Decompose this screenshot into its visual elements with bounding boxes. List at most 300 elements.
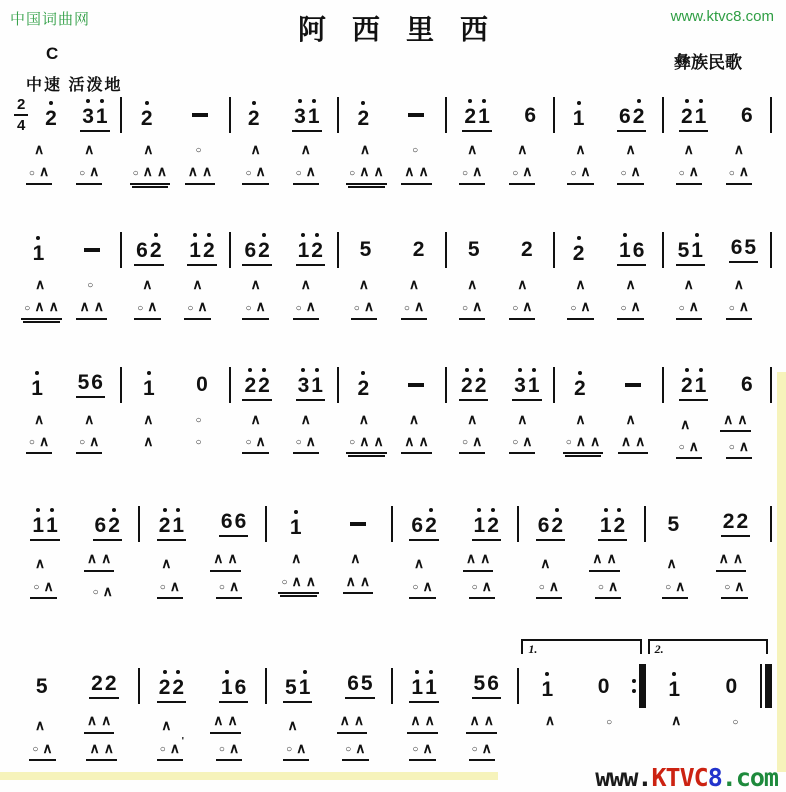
accent-caret-mark: ∧ <box>688 163 699 180</box>
blow-circle-mark: ○ <box>28 437 35 449</box>
note-group <box>358 239 374 260</box>
note-digit: 2 <box>680 374 693 398</box>
accent-group <box>509 164 535 184</box>
tempo-marking: 中速 活泼地 <box>26 77 123 94</box>
accent-group <box>409 741 435 761</box>
accent-group <box>285 718 301 733</box>
note-group <box>572 371 588 399</box>
accent-group <box>729 718 741 729</box>
blow-circle-mark: ○ <box>79 167 86 179</box>
accent-caret-mark: ∧ <box>522 163 533 180</box>
note-digit: 6 <box>487 672 499 696</box>
accent-group <box>76 299 107 319</box>
blow-circle-mark: ○ <box>412 582 419 594</box>
accent-group <box>509 434 535 454</box>
accent-caret-mark: ∧ <box>358 275 370 292</box>
accent-caret-mark: ∧ <box>683 141 694 157</box>
note-digit: 6 <box>740 373 753 397</box>
note-group <box>219 670 248 703</box>
note-group <box>739 374 755 395</box>
blow-circle-mark: ○ <box>245 302 252 314</box>
blow-circle-mark: ○ <box>33 582 40 594</box>
half-note-dash <box>408 113 424 117</box>
accent-group <box>298 277 314 292</box>
accent-group <box>32 718 48 733</box>
score-measure <box>140 667 266 761</box>
accent-caret-mark: ∧ <box>197 298 208 315</box>
accent-group <box>346 164 387 184</box>
accent-group <box>466 713 497 733</box>
accent-group <box>603 718 615 729</box>
note-group <box>134 233 163 266</box>
accent-caret-mark: ∧ <box>359 163 370 180</box>
accent-caret-mark: ∧ <box>688 298 699 315</box>
note-digit: 1 <box>473 513 486 537</box>
accent-row-lower <box>664 164 772 184</box>
notes-row <box>339 231 447 269</box>
accent-row-lower <box>519 579 645 599</box>
note-digit: 5 <box>359 238 372 262</box>
accent-group <box>595 579 621 599</box>
note-digit: 6 <box>91 370 103 394</box>
accent-caret-mark: ∧ <box>250 410 261 427</box>
accent-caret-mark: ∧ <box>213 712 224 729</box>
note-digit: 1 <box>668 678 681 702</box>
accent-row-upper <box>339 142 447 157</box>
accent-group <box>356 277 372 292</box>
accent-caret-mark: ∧ <box>575 275 586 292</box>
note-digit: 6 <box>537 513 550 537</box>
accent-caret-mark: ∧ <box>156 163 168 180</box>
measure-notes <box>555 371 661 399</box>
accent-caret-mark: ∧ <box>300 410 311 427</box>
blow-circle-mark: ○ <box>538 582 545 594</box>
accent-group <box>185 164 216 184</box>
score-measure <box>393 505 519 599</box>
note-group <box>288 510 304 538</box>
note-group <box>409 508 438 541</box>
note-digit: 1 <box>527 374 540 398</box>
accent-group <box>542 713 558 728</box>
note-group <box>679 368 708 401</box>
barline <box>770 232 772 268</box>
note-group <box>157 508 186 541</box>
blow-circle-mark: ○ <box>678 442 685 454</box>
accent-group <box>210 713 241 733</box>
half-note-dash <box>84 248 100 252</box>
notes-row <box>14 366 122 404</box>
measure-notes <box>447 368 553 401</box>
measure-notes <box>646 672 760 700</box>
accent-group <box>347 551 363 566</box>
score-measure <box>664 366 772 460</box>
note-group <box>80 99 109 132</box>
notes-row <box>231 96 339 134</box>
accent-caret-mark: ∧ <box>48 298 59 315</box>
accent-group <box>343 574 374 594</box>
note-digit: 1 <box>172 513 185 537</box>
note-digit: 2 <box>149 239 162 263</box>
note-digit: 1 <box>31 376 43 400</box>
accent-group <box>514 412 530 427</box>
accent-caret-mark: ∧ <box>359 572 371 589</box>
accent-caret-mark: ∧ <box>34 298 45 315</box>
note-digit: 2 <box>247 107 260 130</box>
footer-logo-segment: .com <box>721 763 778 792</box>
score-system <box>14 505 772 599</box>
accent-group <box>726 439 752 459</box>
accent-group <box>668 713 684 728</box>
note-group <box>292 99 321 132</box>
accent-group <box>242 434 268 454</box>
accent-caret-mark: ∧ <box>89 432 100 449</box>
accent-row-upper <box>339 412 447 427</box>
note-digit: 2 <box>357 107 370 130</box>
accent-group <box>216 741 242 761</box>
note-digit: 2 <box>736 510 749 534</box>
accent-caret-mark: ∧ <box>680 415 691 432</box>
note-digit: 3 <box>82 104 94 128</box>
accent-group <box>536 579 562 599</box>
note-group <box>466 239 482 260</box>
accent-caret-mark: ∧ <box>404 432 415 449</box>
accent-caret-mark: ∧ <box>161 717 172 734</box>
measure-notes <box>32 99 120 132</box>
accent-caret-mark: ∧ <box>418 163 429 180</box>
measure-notes <box>339 239 445 260</box>
accent-group <box>406 412 422 427</box>
accent-caret-mark: ∧ <box>625 410 636 427</box>
accent-caret-mark: ∧ <box>590 432 601 449</box>
accent-caret-mark: ∧ <box>147 298 158 315</box>
accent-caret-mark: ∧ <box>732 550 744 567</box>
accent-caret-mark: ∧ <box>635 432 646 449</box>
accent-caret-mark: ∧ <box>373 163 384 180</box>
note-digit: 1 <box>32 513 45 537</box>
accent-row-upper <box>140 551 266 571</box>
accent-caret-mark: ∧ <box>187 163 198 180</box>
accent-row-upper <box>14 142 122 157</box>
score-measure <box>555 96 663 185</box>
notes-row <box>122 231 230 269</box>
accent-group <box>721 579 747 599</box>
blow-circle-mark: ○ <box>353 302 360 314</box>
accent-row-lower <box>140 741 266 761</box>
measure-notes <box>14 371 120 399</box>
note-digit: 3 <box>294 104 306 128</box>
measure-notes <box>393 508 517 541</box>
accent-group <box>76 164 102 184</box>
accent-caret-mark: ∧ <box>517 410 528 427</box>
accent-row-upper <box>393 713 519 733</box>
accent-group <box>81 412 97 427</box>
accent-caret-mark: ∧ <box>143 141 154 157</box>
accent-row-upper <box>122 412 230 427</box>
accent-caret-mark: ∧ <box>606 550 617 567</box>
note-digit: 2 <box>520 238 533 262</box>
accent-group <box>337 713 368 733</box>
note-digit: 1 <box>694 104 707 128</box>
accent-caret-mark: ∧ <box>142 163 153 180</box>
score-measure <box>14 667 140 761</box>
accent-group <box>618 434 649 454</box>
blow-circle-mark: ○ <box>92 587 99 599</box>
volta-label: 2. <box>654 642 664 657</box>
note-group <box>409 670 438 703</box>
accent-caret-mark: ∧ <box>43 577 54 594</box>
measure-notes <box>140 508 264 541</box>
accent-row-lower <box>393 579 519 599</box>
measure-notes <box>447 239 553 260</box>
accent-group <box>409 146 421 157</box>
note-digit: 1 <box>572 107 585 130</box>
note-group <box>729 237 758 263</box>
note-digit: 1 <box>691 239 703 263</box>
accent-group <box>563 434 604 454</box>
accent-caret-mark: ∧ <box>79 298 90 315</box>
accent-caret-mark: ∧ <box>737 410 748 427</box>
accent-caret-mark: ∧ <box>410 712 421 729</box>
note-digit: 2 <box>357 376 370 400</box>
accent-caret-mark: ∧ <box>291 572 302 589</box>
note-group <box>665 514 681 535</box>
accent-group <box>514 277 530 292</box>
note-group <box>187 233 216 266</box>
accent-caret-mark: ∧ <box>305 572 317 589</box>
song-credit: 彝族民歌 <box>674 53 742 72</box>
note-digit: 1 <box>619 239 631 263</box>
score-measure <box>646 505 772 599</box>
accent-caret-mark: ∧ <box>255 298 266 315</box>
notes-row <box>14 505 140 543</box>
accent-caret-mark: ∧ <box>465 550 477 567</box>
footer-logo-segment: KTVC <box>651 763 708 792</box>
score-measure <box>555 366 663 455</box>
notes-row <box>664 96 772 134</box>
accent-row-upper <box>267 713 393 733</box>
accent-group <box>464 412 480 427</box>
accent-row-upper <box>267 551 393 566</box>
accent-row-lower <box>14 164 122 184</box>
accent-caret-mark: ∧ <box>84 141 95 157</box>
note-digit: 1 <box>307 104 320 128</box>
note-group <box>472 673 501 699</box>
accent-group <box>134 299 160 319</box>
note-group <box>242 233 271 266</box>
note-digit: 2 <box>108 513 120 537</box>
accent-caret-mark: ∧ <box>296 739 307 756</box>
accent-caret-mark: ∧ <box>413 555 425 572</box>
accent-row-upper <box>519 713 645 728</box>
accent-group <box>84 713 115 733</box>
accent-caret-mark: ∧ <box>723 410 734 427</box>
note-digit: 0 <box>597 674 610 698</box>
accent-caret-mark: ∧ <box>34 717 46 734</box>
accent-caret-mark: ∧ <box>89 163 100 180</box>
repeat-end-barline <box>632 664 646 708</box>
accent-row-lower <box>555 434 663 454</box>
final-barline <box>760 664 772 708</box>
accent-row-upper <box>555 142 663 157</box>
score-measure <box>122 366 230 450</box>
volta-bracket <box>521 639 641 657</box>
accent-group <box>509 299 535 319</box>
score-measure <box>664 96 772 185</box>
barline <box>770 97 772 133</box>
accent-group <box>464 142 480 157</box>
note-digit: 1 <box>311 374 323 398</box>
accent-caret-mark: ∧ <box>683 275 694 292</box>
note-group <box>522 105 538 126</box>
accent-caret-mark: ∧ <box>467 141 478 157</box>
accent-group <box>140 434 156 449</box>
accent-group <box>464 277 480 292</box>
measure-notes <box>339 371 445 399</box>
accent-row-lower <box>140 579 266 599</box>
accent-group <box>589 551 620 571</box>
blow-circle-mark: ○ <box>281 577 288 589</box>
accent-row-upper <box>447 412 555 427</box>
accent-group <box>293 299 319 319</box>
volta-bracket <box>648 639 768 657</box>
accent-row-upper <box>447 142 555 157</box>
accent-caret-mark: ∧ <box>255 432 266 449</box>
note-group <box>411 239 427 260</box>
accent-row-upper <box>122 142 230 157</box>
note-digit: 2 <box>158 513 171 537</box>
accent-group <box>681 277 697 292</box>
notes-row <box>231 366 339 404</box>
note-digit: 2 <box>244 374 257 398</box>
accent-group <box>84 551 115 571</box>
note-digit: 2 <box>680 104 693 128</box>
accent-group <box>411 556 427 571</box>
accent-group <box>731 277 747 292</box>
notes-row <box>393 505 519 543</box>
note-digit: 6 <box>234 675 247 699</box>
note-digit: 1 <box>46 513 58 537</box>
accent-caret-mark: ∧ <box>250 141 261 157</box>
blow-circle-mark: ○ <box>471 743 478 755</box>
accent-caret-mark: ∧ <box>671 712 682 729</box>
note-digit: 6 <box>740 103 753 127</box>
note-digit: 1 <box>32 241 45 265</box>
note-digit: 2 <box>140 107 153 130</box>
accent-group <box>622 277 638 292</box>
accent-row-lower <box>267 741 393 761</box>
measure-notes <box>393 670 517 703</box>
accent-caret-mark: ∧ <box>734 577 745 594</box>
accent-group <box>130 164 171 184</box>
blow-circle-mark: ○ <box>349 437 356 449</box>
site-watermark-right: www.ktvc8.com <box>670 8 774 25</box>
blow-circle-mark: ○ <box>159 743 166 755</box>
accent-row-lower <box>14 741 140 761</box>
accent-group <box>30 579 56 599</box>
blow-circle-mark: ○ <box>295 302 302 314</box>
accent-row-upper <box>339 277 447 292</box>
accent-caret-mark: ∧ <box>620 432 632 449</box>
measure-notes <box>14 508 138 541</box>
note-digit: 1 <box>298 675 311 699</box>
score-measure <box>140 505 266 599</box>
notes-row <box>519 667 645 705</box>
accent-group <box>158 718 174 733</box>
accent-caret-mark: ∧ <box>255 163 266 180</box>
score-measure <box>122 96 230 185</box>
blow-circle-mark: ○ <box>132 167 139 179</box>
blow-circle-mark: ○ <box>32 743 39 755</box>
accent-group <box>84 281 96 292</box>
accent-group <box>242 164 268 184</box>
accent-group <box>572 412 588 427</box>
blow-circle-mark: ○ <box>412 145 419 157</box>
footer-logo <box>595 763 778 792</box>
note-group <box>519 239 535 260</box>
blow-circle-mark: ○ <box>620 302 627 314</box>
accent-group <box>86 741 117 761</box>
accent-row-upper <box>14 412 122 427</box>
note-digit: 2 <box>258 374 270 398</box>
blow-circle-mark: ○ <box>728 442 735 454</box>
accent-group <box>726 164 752 184</box>
note-group <box>459 368 488 401</box>
blow-circle-mark: ○ <box>159 582 166 594</box>
notes-row <box>646 667 772 705</box>
notes-row <box>140 667 266 705</box>
accent-row-upper <box>231 277 339 292</box>
accent-caret-mark: ∧ <box>733 275 745 292</box>
accent-group <box>617 299 643 319</box>
accent-caret-mark: ∧ <box>544 712 556 729</box>
footer-logo-segment: www. <box>595 763 652 792</box>
accent-group <box>140 412 156 427</box>
note-digit: 2 <box>574 376 586 400</box>
accent-caret-mark: ∧ <box>481 577 492 594</box>
accent-group <box>357 142 373 157</box>
notes-row <box>393 667 519 705</box>
accent-caret-mark: ∧ <box>227 712 238 729</box>
note-group <box>141 371 157 399</box>
blow-circle-mark: ○ <box>218 582 225 594</box>
blow-circle-mark: ○ <box>187 302 194 314</box>
score-measure <box>519 642 645 750</box>
note-digit: 1 <box>297 239 310 263</box>
accent-group <box>676 439 702 459</box>
score-area <box>14 96 772 761</box>
accent-group <box>662 579 688 599</box>
blow-circle-mark: ○ <box>471 582 478 594</box>
score-measure <box>339 231 447 320</box>
score-measure <box>14 366 122 455</box>
accent-caret-mark: ∧ <box>86 712 98 729</box>
accent-row-lower <box>555 164 663 184</box>
accent-group <box>409 579 435 599</box>
note-group <box>679 99 708 132</box>
blow-circle-mark: ○ <box>195 145 202 157</box>
note-digit: 2 <box>461 374 473 398</box>
accent-group <box>293 164 319 184</box>
blow-circle-mark: ○ <box>606 716 613 728</box>
note-digit: 2 <box>45 107 57 130</box>
measure-notes <box>447 99 553 132</box>
note-digit: 2 <box>487 513 499 537</box>
accent-group <box>189 277 205 292</box>
note-digit: 2 <box>572 241 585 265</box>
accent-group <box>278 574 319 594</box>
note-digit: 1 <box>411 675 424 699</box>
accent-caret-mark: ∧ <box>522 298 533 315</box>
